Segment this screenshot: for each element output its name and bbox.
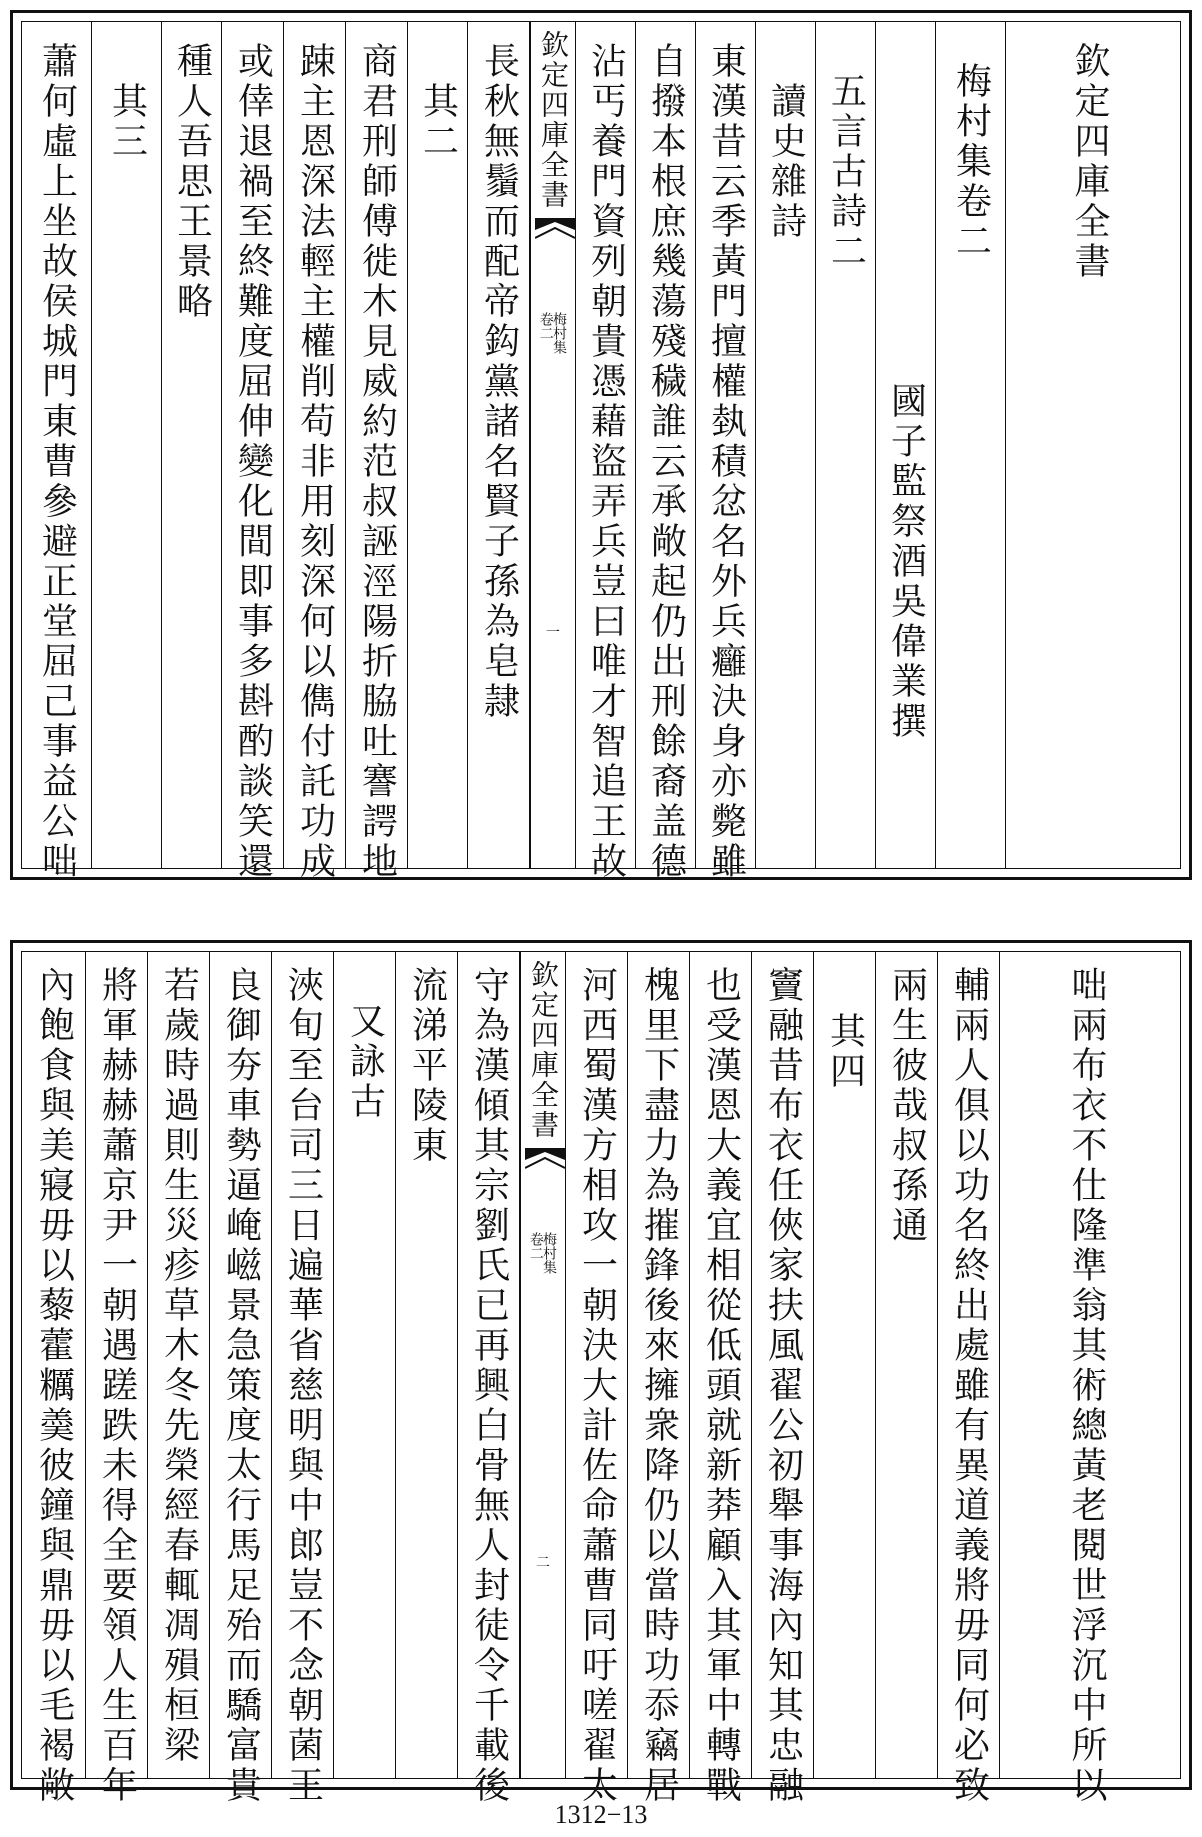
page-footer-number: 1312−13 <box>554 1800 648 1829</box>
column <box>334 952 396 1778</box>
text-line: 也受漢恩大義宜相從低頭就新莽顧入其軍中轉戰 <box>700 966 742 1806</box>
column <box>210 952 272 1806</box>
top-frame <box>21 21 1181 882</box>
text-line: 將軍赫赫蕭京尹一朝遇蹉跌未得全要領人生百年 <box>96 966 138 1806</box>
text-line: 沾丐養門資列朝貴憑藉盜弄兵豈曰唯才智追王故 <box>585 42 627 882</box>
fishtail-mark-icon <box>535 218 575 252</box>
gutter-title: 欽定四庫全書 <box>527 960 560 1140</box>
text-line: 長秋無鬚而配帝鈎黨諸名賢子孫為皂隷 <box>478 42 520 722</box>
text-line: 槐里下盡力為摧鋒後來擁衆降仍以當時功忝竊居 <box>638 966 680 1806</box>
center-gutter <box>520 952 566 1778</box>
collection-title: 欽定四庫全書 <box>1069 42 1110 282</box>
column <box>816 22 876 868</box>
text-line: 輔兩人俱以功名終出處雖有異道義將毋同何必致 <box>948 966 990 1806</box>
column <box>92 22 162 868</box>
text-line: 浹旬至台司三日遍華省慈明與中郎豈不念朝菌王 <box>282 966 324 1806</box>
gutter-book: 梅村集 <box>540 1232 557 1274</box>
column <box>346 22 408 882</box>
author-line: 國子監祭酒吳偉業撰 <box>885 382 927 742</box>
column <box>272 952 334 1806</box>
column <box>876 22 936 868</box>
column <box>756 22 816 868</box>
column <box>284 22 346 882</box>
column <box>148 952 210 1778</box>
text-line: 若歲時過則生災疹草木冬先榮經春輒凋殞桓梁 <box>158 966 200 1766</box>
gutter-title: 欽定四庫全書 <box>537 30 570 210</box>
column <box>22 952 86 1806</box>
column <box>814 952 876 1778</box>
column <box>566 952 628 1806</box>
column <box>690 952 752 1806</box>
text-line: 東漢昔云季黃門擅權埶積忿名外兵癰決身亦斃雖 <box>705 42 747 882</box>
text-line: 內飽食與美寢毋以藜藿糲羮彼鐘與鼎毋以毛褐敞 <box>33 966 75 1806</box>
column <box>22 22 92 882</box>
poem-title: 讀史雜詩 <box>765 82 807 242</box>
column <box>222 22 284 882</box>
text-line: 竇融昔布衣任俠家扶風翟公初舉事海內知其忠融 <box>762 966 804 1806</box>
column <box>576 22 636 882</box>
text-line: 河西蜀漢方相攻一朝決大計佐命蕭曹同吁嗟翟太 <box>576 966 618 1806</box>
text-line: 種人吾思王景略 <box>171 42 213 322</box>
column <box>468 22 530 868</box>
gutter-volume: 卷二 <box>537 312 554 340</box>
column <box>1006 22 1172 868</box>
text-line: 蕭何虛上坐故侯城門東曹參避正堂屈己事益公咄 <box>36 42 78 882</box>
text-line: 守為漢傾其宗劉氏已再興白骨無人封徒令千載後 <box>468 966 510 1806</box>
column <box>86 952 148 1806</box>
column <box>636 22 696 882</box>
text-line: 流涕平陵東 <box>406 966 448 1166</box>
column <box>752 952 814 1806</box>
column <box>938 952 1000 1806</box>
gutter-page-number: 二 <box>536 1555 550 1571</box>
column <box>876 952 938 1778</box>
column <box>396 952 458 1778</box>
poem-number: 其四 <box>824 1012 866 1092</box>
column <box>696 22 756 882</box>
column <box>628 952 690 1806</box>
column <box>162 22 222 868</box>
column <box>458 952 520 1806</box>
poem-title: 又詠古 <box>344 1002 386 1122</box>
bottom-page <box>10 940 1192 1806</box>
gutter-page-number: 一 <box>546 625 560 641</box>
section-heading: 五言古詩二 <box>825 72 867 272</box>
book-title: 梅村集卷二 <box>950 62 992 262</box>
text-line: 自撥本根庶幾蕩殘穢誰云承敞起仍出刑餘裔盖德 <box>645 42 687 882</box>
column <box>1000 952 1172 1806</box>
text-line: 踈主恩深法輕主權削苟非用刻深何以儁付託功成 <box>294 42 336 882</box>
text-line: 或倖退禍至終難度屈伸變化間即事多斟酌談笑還 <box>232 42 274 882</box>
column <box>408 22 468 868</box>
column <box>936 22 1006 868</box>
gutter-book: 梅村集 <box>550 312 567 354</box>
center-gutter <box>530 22 576 868</box>
poem-number: 其三 <box>106 82 148 162</box>
fishtail-mark-icon <box>525 1148 565 1182</box>
gutter-volume: 卷二 <box>527 1232 544 1260</box>
poem-number: 其二 <box>417 82 459 162</box>
text-line: 良御夯車勢逼崦嵫景急策度太行馬足殆而驕富貴 <box>220 966 262 1806</box>
text-line: 咄兩布衣不仕隆準翁其術總黃老閱世浮沉中所以 <box>1066 966 1107 1806</box>
bottom-frame <box>21 951 1181 1806</box>
text-line: 兩生彼哉叔孫通 <box>886 966 928 1246</box>
top-page <box>10 10 1192 880</box>
text-line: 商君刑師傅徙木見威約范叔誣涇陽折脇吐謇諤地 <box>356 42 398 882</box>
